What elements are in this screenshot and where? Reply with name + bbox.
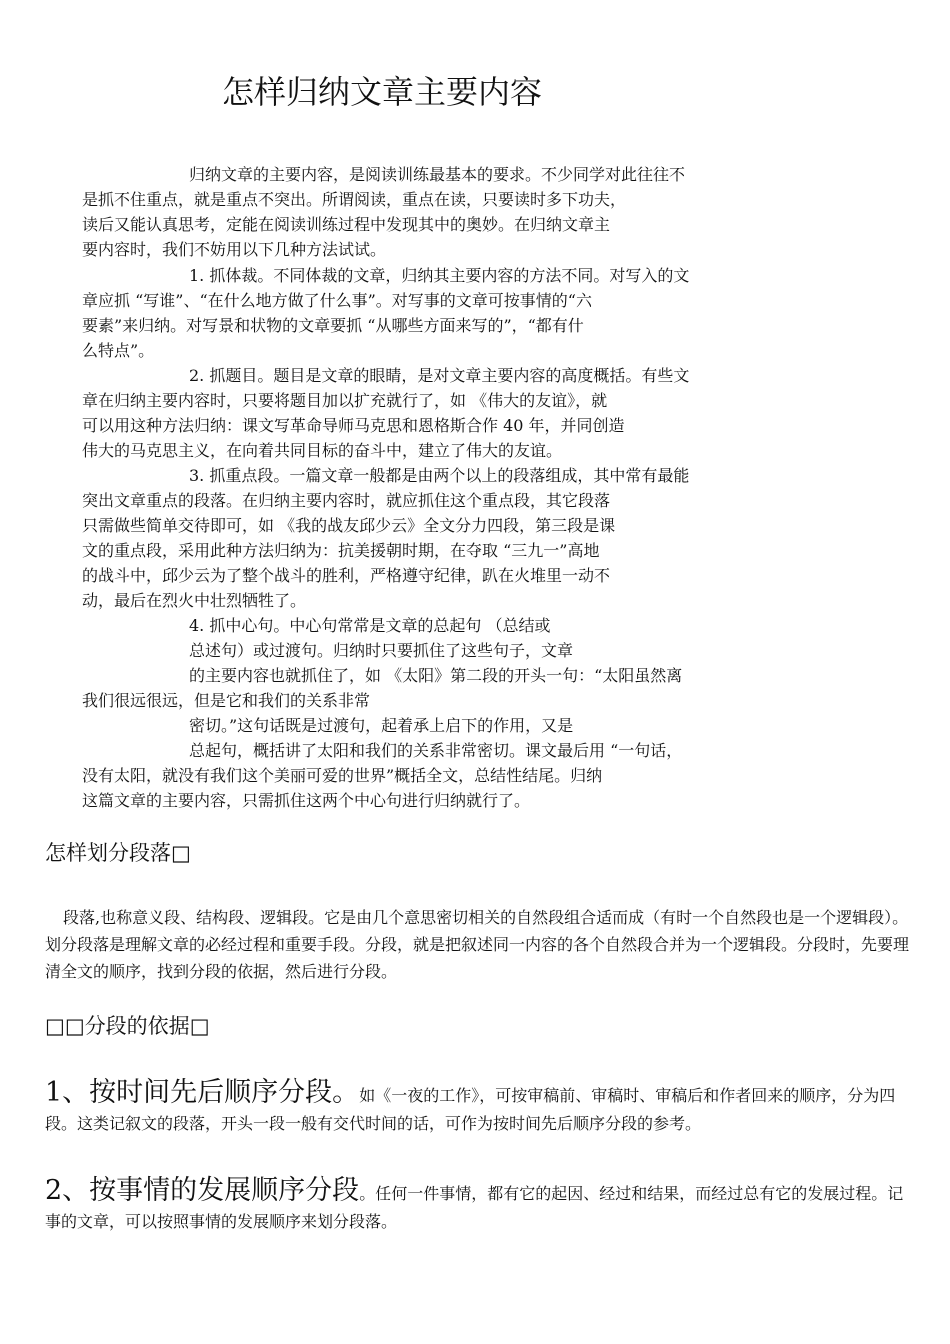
method1-line: 章应抓 “写谁”、“在什么地方做了什么事”。对写事的文章可按事情的“六	[82, 291, 592, 310]
intro-line: 读后又能认真思考，定能在阅读训练过程中发现其中的奥妙。在归纳文章主	[82, 215, 611, 234]
section-heading	[45, 839, 191, 867]
item1-lead: 1、按时间先后顺序分段。	[45, 1077, 360, 1108]
method2-line: 伟大的马克思主义，在向着共同目标的奋斗中，建立了伟大的友谊。	[82, 441, 563, 460]
method2-line: 章在归纳主要内容时，只要将题目加以扩充就行了，如 《伟大的友谊》，就	[82, 391, 608, 410]
document-title: 怎样归纳文章主要内容	[222, 73, 543, 111]
method4-line: 的主要内容也就抓住了，如 《太阳》第二段的开头一句：“太阳虽然离	[189, 666, 683, 685]
method4-line: 总述句）或过渡句。归纳时只要抓住了这些句子，文章	[189, 641, 574, 660]
method4-line: 密切。”这句话既是过渡句，起着承上启下的作用，又是	[189, 716, 574, 735]
intro-line: 归纳文章的主要内容，是阅读训练最基本的要求。不少同学对此往往不	[189, 165, 686, 184]
missing-glyph-icon: □□	[45, 1014, 85, 1038]
method3-line: 突出文章重点的段落。在归纳主要内容时，就应抓住这个重点段，其它段落	[82, 491, 611, 510]
section-heading-text: 怎样划分段落	[45, 841, 171, 865]
method4-line: 总起句，概括讲了太阳和我们的关系非常密切。课文最后用 “一句话，	[189, 741, 683, 760]
method4-line: 我们很远很远，但是它和我们的关系非常	[82, 691, 371, 710]
missing-glyph-icon: □	[189, 1014, 210, 1038]
method4-line: 没有太阳，就没有我们这个美丽可爱的世界”概括全文，总结性结尾。归纳	[82, 766, 603, 785]
method4-line: 4. 抓中心句。中心句常常是文章的总起句 （总结或	[189, 616, 551, 635]
section-paragraph: 段落,也称意义段、结构段、逻辑段。它是由几个意思密切相关的自然段组合适而成（有时一个自然段也是一个逻辑段）。划分段落是理解文章的必经过程和重要手段。分段，就是把叙述同一内容的各个自然段合并为一个逻辑段。分段时，先要理清全文的顺序，找到分段的依据，然后进行分段。	[45, 908, 910, 981]
method1-line: 要素”来归纳。对写景和状物的文章要抓 “从哪些方面来写的”，“都有什	[82, 316, 584, 335]
subheading-text: 分段的依据	[84, 1014, 190, 1038]
method3-line: 文的重点段，采用此种方法归纳为：抗美援朝时期，在夺取 “三九一”高地	[82, 541, 600, 560]
missing-glyph-icon: □	[171, 841, 191, 865]
method2-line: 可以用这种方法归纳：课文写革命导师马克思和恩格斯合作 40 年，并同创造	[82, 416, 625, 435]
item1-text: 如《一夜的工作》，可按审稿前、审稿时、审稿后和作者回来的顺序，分为四段。这类记叙文的段落，开头一段一般有交代时间的话，可作为按时间先后顺序分段的参考。	[45, 1086, 896, 1133]
method3-line: 动，最后在烈火中壮烈牺牲了。	[82, 591, 307, 610]
method3-line: 的战斗中，邱少云为了整个战斗的胜利，严格遵守纪律，趴在火堆里一动不	[82, 566, 611, 585]
item2-text: 。任何一件事情，都有它的起因、经过和结果，而经过总有它的发展过程。记事的文章，可以按照事情的发展顺序来划分段落。	[45, 1184, 904, 1231]
item2-lead: 2、按事情的发展顺序分段	[45, 1175, 360, 1206]
intro-line: 要内容时，我们不妨用以下几种方法试试。	[82, 240, 387, 259]
method3-line: 只需做些简单交待即可，如 《我的战友邱少云》全文分力四段，第三段是课	[82, 516, 616, 535]
subheading	[45, 1012, 210, 1040]
method1-line: 么特点”。	[82, 341, 155, 360]
intro-line: 是抓不住重点，就是重点不突出。所谓阅读，重点在读，只要读时多下功夫，	[82, 190, 627, 209]
method2-line: 2. 抓题目。题目是文章的眼睛，是对文章主要内容的高度概括。有些文	[189, 366, 690, 385]
item2-paragraph	[45, 1174, 915, 1235]
item1-paragraph	[45, 1076, 915, 1137]
method1-line: 1. 抓体裁。不同体裁的文章，归纳其主要内容的方法不同。对写入的文	[189, 266, 690, 285]
method4-line: 这篇文章的主要内容，只需抓住这两个中心句进行归纳就行了。	[82, 791, 531, 810]
method3-line: 3. 抓重点段。一篇文章一般都是由两个以上的段落组成，其中常有最能	[189, 466, 690, 485]
